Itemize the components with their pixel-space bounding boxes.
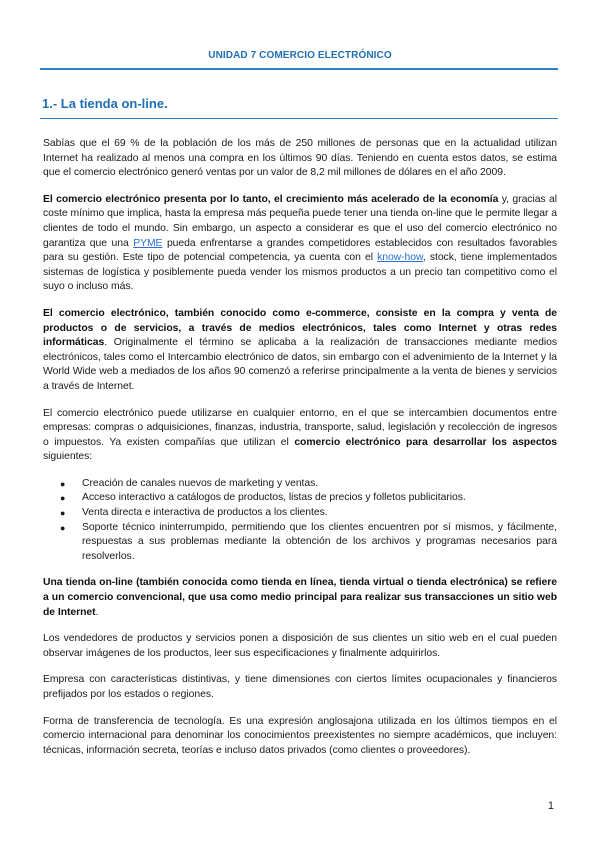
bullet-icon: ● <box>60 478 66 489</box>
list-item-text: Creación de canales nuevos de marketing y ventas. <box>82 477 319 489</box>
paragraph-4-text: El comercio electrónico puede utilizarse en cualquier entorno, en el que se intercambien documentos entre empresas: compras o adquisiciones, finanzas, industria, transporte, salud, legislación y recolección de ingresos o impuestos. Ya existen compañías que utilizan el <box>43 407 557 448</box>
paragraph-5-bold: Una tienda on-line (también conocida como tienda en línea, tienda virtual o tienda electrónica) se refiere a un comercio convencional, que usa como medio principal para realizar sus transacciones un sitio web de Internet <box>43 577 557 618</box>
list-item <box>43 477 557 492</box>
paragraph-2 <box>43 193 557 295</box>
paragraph-2-text-c: , stock, tiene implementados sistemas de logística y posiblemente pueda vender los mismos productos a un precio tan competitivo como el suyo o incluso más. <box>43 252 557 293</box>
paragraph-3-bold: El comercio electrónico, también conocido como e-commerce, consiste en la compra y venta de productos o de servicios, a través de medios electrónicos, tales como Internet y otras redes informáticas <box>43 307 557 349</box>
list-item <box>43 521 557 565</box>
paragraph-3-text: . Originalmente el término se aplicaba a la realización de transacciones mediante medios electrónicos, tales como el Intercambio electrónico de datos, sin embargo con el advenimiento de la Internet y la World Wide web a mediados de los años 90 comenzó a referirse principalmente a la venta de bienes y servicios a través de Internet. <box>43 337 557 392</box>
list-item <box>43 491 557 506</box>
list-item <box>43 506 557 521</box>
list-item-text: Venta directa e interactiva de productos a los clientes. <box>82 507 328 519</box>
list-item-text: Acceso interactivo a catálogos de productos, listas de precios y folletos publicitarios. <box>82 492 466 504</box>
paragraph-7: Empresa con características distintivas, y tiene dimensiones con ciertos límites ocupacionales y financieros prefijados por los estados o regiones. <box>43 674 557 700</box>
paragraph-3 <box>43 307 557 395</box>
paragraph-2-text-a: y, gracias al coste mínimo que implica, hasta la empresa más pequeña puede tener una tienda on-line que le permite llegar a clientes de todo el mundo. Sin embargo, un aspecto a considerar es que el uso del comercio electrónico no garantiza que una <box>43 193 557 249</box>
paragraph-8: Forma de transferencia de tecnología. Es una expresión anglosajona utilizada en los últimos tiempos en el comercio internacional para denominar los conocimientos preexistentes no siempre académicos, que incluyen: técnicas, información secreta, teorías e incluso datos privados (como clientes o proveedores). <box>43 715 557 756</box>
paragraph-4-text-end: siguientes: <box>43 451 93 463</box>
paragraph-4-bold: comercio electrónico para desarrollar los aspectos <box>294 436 557 448</box>
link-pyme[interactable]: PYME <box>133 237 163 249</box>
paragraph-1: Sabías que el 69 % de la población de los más de 250 millones de personas que en la actualidad utilizan Internet ha realizado al menos una compra en los últimos 90 días. Teniendo en cuenta estos datos, se estima que el comercio electrónico generó ventas por un valor de 8,2 mil millones de dólares en el año 2009. <box>43 138 557 179</box>
header-rule <box>40 68 558 70</box>
bullet-icon: ● <box>60 493 66 504</box>
paragraph-5 <box>43 576 557 620</box>
paragraph-4 <box>43 407 557 465</box>
page-header: UNIDAD 7 COMERCIO ELECTRÓNICO <box>208 50 392 61</box>
paragraph-5-text: . <box>95 606 99 618</box>
bullet-list <box>43 477 557 565</box>
bullet-icon: ● <box>60 508 66 519</box>
paragraph-2-text-b: pueda enfrentarse a grandes competidores establecidos con resultados favorables para su gestión. Este tipo de potencial competencia, ya cuenta con el <box>43 237 557 264</box>
paragraph-2-bold: El comercio electrónico presenta por lo tanto, el crecimiento más acelerado de la economía <box>43 193 499 205</box>
paragraph-6: Los vendedores de productos y servicios ponen a disposición de sus clientes un sitio web en el cual pueden observar imágenes de los productos, leer sus especificaciones y finalmente adquirirlos. <box>43 633 557 659</box>
section-title: 1.- La tienda on-line. <box>42 96 168 111</box>
page-number: 1 <box>547 800 554 812</box>
bullet-icon: ● <box>60 522 66 533</box>
list-item-text: Soporte técnico ininterrumpido, permitiendo que los clientes encuentren por sí mismos, y fácilmente, respuestas a sus problemas mediante la obtención de los archivos y programas necesarios para resolverlos. <box>82 521 557 562</box>
document-body <box>43 137 557 770</box>
link-know-how[interactable]: know-how <box>377 252 423 264</box>
section-rule <box>40 118 558 119</box>
